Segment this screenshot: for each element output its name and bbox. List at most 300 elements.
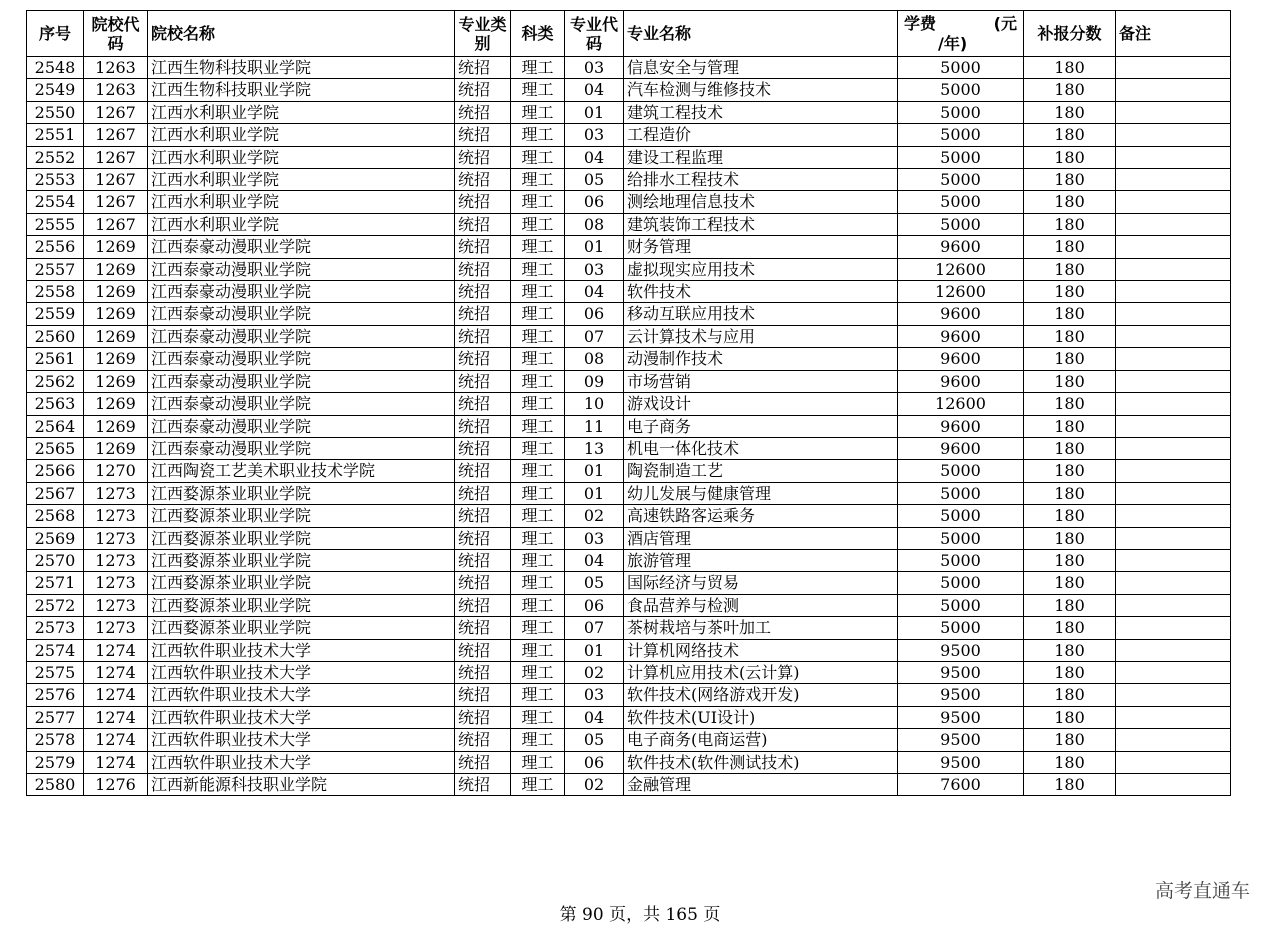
cell-major-code: 04	[565, 281, 624, 303]
cell-subject: 理工	[511, 549, 565, 571]
table-row	[27, 482, 1231, 504]
cell-fee: 5000	[898, 549, 1024, 571]
header-school-name: 院校名称	[148, 11, 455, 57]
table-row	[27, 706, 1231, 728]
cell-school-name: 江西婺源茶业职业学院	[148, 549, 455, 571]
cell-supplementary-score: 180	[1024, 169, 1116, 191]
cell-school-name: 江西陶瓷工艺美术职业技术学院	[148, 460, 455, 482]
cell-fee: 9500	[898, 706, 1024, 728]
cell-remarks	[1116, 57, 1231, 79]
cell-fee: 9500	[898, 639, 1024, 661]
cell-fee: 9600	[898, 325, 1024, 347]
cell-major-type: 统招	[455, 751, 511, 773]
cell-remarks	[1116, 437, 1231, 459]
cell-remarks	[1116, 146, 1231, 168]
header-fee-unit-open: (元	[993, 14, 1017, 33]
table-row	[27, 437, 1231, 459]
cell-major-type: 统招	[455, 572, 511, 594]
cell-school-name: 江西软件职业技术大学	[148, 729, 455, 751]
cell-supplementary-score: 180	[1024, 661, 1116, 683]
cell-subject: 理工	[511, 101, 565, 123]
cell-fee: 12600	[898, 281, 1024, 303]
cell-school-name: 江西婺源茶业职业学院	[148, 617, 455, 639]
header-major-name: 专业名称	[624, 11, 898, 57]
cell-major-type: 统招	[455, 661, 511, 683]
cell-major-code: 01	[565, 101, 624, 123]
cell-remarks	[1116, 281, 1231, 303]
cell-major-name: 云计算技术与应用	[624, 325, 898, 347]
header-school-code: 院校代码	[84, 11, 148, 57]
cell-school-code: 1274	[84, 751, 148, 773]
cell-school-name: 江西软件职业技术大学	[148, 751, 455, 773]
cell-major-code: 07	[565, 617, 624, 639]
cell-school-code: 1274	[84, 729, 148, 751]
cell-seq: 2558	[27, 281, 84, 303]
table-row	[27, 101, 1231, 123]
cell-remarks	[1116, 370, 1231, 392]
page-number: 第 90 页，共 165 页	[559, 905, 721, 925]
cell-major-code: 02	[565, 505, 624, 527]
cell-school-name: 江西泰豪动漫职业学院	[148, 325, 455, 347]
cell-fee: 9500	[898, 684, 1024, 706]
cell-subject: 理工	[511, 146, 565, 168]
cell-fee: 5000	[898, 79, 1024, 101]
cell-fee: 5000	[898, 527, 1024, 549]
cell-major-type: 统招	[455, 281, 511, 303]
cell-major-type: 统招	[455, 191, 511, 213]
cell-supplementary-score: 180	[1024, 236, 1116, 258]
cell-remarks	[1116, 684, 1231, 706]
cell-subject: 理工	[511, 57, 565, 79]
cell-major-type: 统招	[455, 415, 511, 437]
cell-subject: 理工	[511, 572, 565, 594]
cell-supplementary-score: 180	[1024, 572, 1116, 594]
table-row	[27, 617, 1231, 639]
cell-remarks	[1116, 236, 1231, 258]
cell-seq: 2549	[27, 79, 84, 101]
cell-school-code: 1273	[84, 572, 148, 594]
cell-supplementary-score: 180	[1024, 57, 1116, 79]
cell-remarks	[1116, 505, 1231, 527]
cell-major-code: 09	[565, 370, 624, 392]
cell-remarks	[1116, 527, 1231, 549]
cell-major-code: 08	[565, 213, 624, 235]
cell-subject: 理工	[511, 460, 565, 482]
cell-major-name: 金融管理	[624, 774, 898, 796]
cell-fee: 5000	[898, 213, 1024, 235]
cell-remarks	[1116, 639, 1231, 661]
cell-subject: 理工	[511, 348, 565, 370]
cell-subject: 理工	[511, 482, 565, 504]
cell-school-code: 1269	[84, 393, 148, 415]
cell-subject: 理工	[511, 79, 565, 101]
cell-seq: 2548	[27, 57, 84, 79]
cell-fee: 5000	[898, 101, 1024, 123]
table-row	[27, 191, 1231, 213]
cell-seq: 2565	[27, 437, 84, 459]
cell-supplementary-score: 180	[1024, 348, 1116, 370]
cell-major-type: 统招	[455, 639, 511, 661]
cell-supplementary-score: 180	[1024, 729, 1116, 751]
header-fee	[898, 11, 1024, 57]
cell-school-name: 江西泰豪动漫职业学院	[148, 236, 455, 258]
cell-subject: 理工	[511, 236, 565, 258]
cell-major-code: 06	[565, 191, 624, 213]
cell-school-code: 1269	[84, 236, 148, 258]
cell-supplementary-score: 180	[1024, 124, 1116, 146]
cell-major-name: 软件技术(软件测试技术)	[624, 751, 898, 773]
cell-major-type: 统招	[455, 482, 511, 504]
cell-major-name: 建设工程监理	[624, 146, 898, 168]
cell-fee: 12600	[898, 258, 1024, 280]
cell-school-code: 1274	[84, 684, 148, 706]
cell-fee: 5000	[898, 594, 1024, 616]
cell-seq: 2562	[27, 370, 84, 392]
cell-fee: 9500	[898, 661, 1024, 683]
table-row	[27, 281, 1231, 303]
cell-subject: 理工	[511, 213, 565, 235]
cell-seq: 2559	[27, 303, 84, 325]
cell-major-type: 统招	[455, 617, 511, 639]
admissions-table	[26, 10, 1231, 796]
cell-supplementary-score: 180	[1024, 370, 1116, 392]
header-major-code: 专业代码	[565, 11, 624, 57]
cell-fee: 5000	[898, 191, 1024, 213]
cell-major-name: 电子商务	[624, 415, 898, 437]
cell-major-name: 幼儿发展与健康管理	[624, 482, 898, 504]
cell-major-type: 统招	[455, 774, 511, 796]
cell-supplementary-score: 180	[1024, 594, 1116, 616]
cell-major-code: 06	[565, 751, 624, 773]
cell-school-code: 1269	[84, 303, 148, 325]
cell-supplementary-score: 180	[1024, 393, 1116, 415]
cell-major-code: 13	[565, 437, 624, 459]
cell-school-name: 江西生物科技职业学院	[148, 57, 455, 79]
cell-major-code: 03	[565, 684, 624, 706]
cell-seq: 2574	[27, 639, 84, 661]
cell-remarks	[1116, 415, 1231, 437]
cell-subject: 理工	[511, 191, 565, 213]
cell-seq: 2552	[27, 146, 84, 168]
cell-seq: 2554	[27, 191, 84, 213]
cell-major-type: 统招	[455, 684, 511, 706]
cell-fee: 9600	[898, 348, 1024, 370]
cell-subject: 理工	[511, 325, 565, 347]
cell-major-type: 统招	[455, 706, 511, 728]
table-row	[27, 774, 1231, 796]
cell-major-type: 统招	[455, 325, 511, 347]
cell-supplementary-score: 180	[1024, 325, 1116, 347]
cell-major-name: 旅游管理	[624, 549, 898, 571]
cell-major-code: 05	[565, 729, 624, 751]
cell-fee: 9600	[898, 303, 1024, 325]
cell-subject: 理工	[511, 258, 565, 280]
cell-remarks	[1116, 774, 1231, 796]
cell-major-name: 食品营养与检测	[624, 594, 898, 616]
cell-major-type: 统招	[455, 729, 511, 751]
header-major-type: 专业类别	[455, 11, 511, 57]
cell-seq: 2577	[27, 706, 84, 728]
cell-major-code: 04	[565, 706, 624, 728]
cell-major-code: 01	[565, 482, 624, 504]
cell-school-code: 1269	[84, 437, 148, 459]
cell-major-type: 统招	[455, 101, 511, 123]
cell-school-code: 1269	[84, 415, 148, 437]
cell-school-code: 1274	[84, 706, 148, 728]
cell-school-name: 江西泰豪动漫职业学院	[148, 437, 455, 459]
cell-school-name: 江西婺源茶业职业学院	[148, 572, 455, 594]
cell-major-name: 计算机应用技术(云计算)	[624, 661, 898, 683]
cell-seq: 2561	[27, 348, 84, 370]
cell-supplementary-score: 180	[1024, 639, 1116, 661]
watermark: 高考直通车	[1154, 880, 1250, 902]
cell-subject: 理工	[511, 527, 565, 549]
header-subject: 科类	[511, 11, 565, 57]
table-row	[27, 79, 1231, 101]
cell-major-type: 统招	[455, 213, 511, 235]
cell-seq: 2569	[27, 527, 84, 549]
cell-school-name: 江西软件职业技术大学	[148, 661, 455, 683]
cell-subject: 理工	[511, 751, 565, 773]
cell-major-code: 04	[565, 549, 624, 571]
cell-subject: 理工	[511, 706, 565, 728]
cell-school-code: 1263	[84, 79, 148, 101]
cell-school-name: 江西水利职业学院	[148, 169, 455, 191]
cell-school-name: 江西泰豪动漫职业学院	[148, 281, 455, 303]
cell-school-code: 1273	[84, 505, 148, 527]
cell-major-type: 统招	[455, 258, 511, 280]
cell-school-name: 江西水利职业学院	[148, 213, 455, 235]
cell-major-type: 统招	[455, 437, 511, 459]
cell-fee: 9500	[898, 729, 1024, 751]
header-remarks: 备注	[1116, 11, 1231, 57]
cell-seq: 2579	[27, 751, 84, 773]
cell-supplementary-score: 180	[1024, 415, 1116, 437]
cell-major-name: 计算机网络技术	[624, 639, 898, 661]
cell-supplementary-score: 180	[1024, 213, 1116, 235]
cell-school-code: 1267	[84, 146, 148, 168]
cell-fee: 12600	[898, 393, 1024, 415]
cell-major-name: 酒店管理	[624, 527, 898, 549]
cell-seq: 2555	[27, 213, 84, 235]
cell-school-name: 江西水利职业学院	[148, 146, 455, 168]
cell-major-name: 移动互联应用技术	[624, 303, 898, 325]
cell-supplementary-score: 180	[1024, 549, 1116, 571]
cell-seq: 2567	[27, 482, 84, 504]
cell-school-code: 1273	[84, 594, 148, 616]
cell-major-code: 02	[565, 661, 624, 683]
cell-school-name: 江西泰豪动漫职业学院	[148, 393, 455, 415]
cell-major-name: 电子商务(电商运营)	[624, 729, 898, 751]
cell-school-code: 1269	[84, 258, 148, 280]
cell-major-name: 国际经济与贸易	[624, 572, 898, 594]
cell-remarks	[1116, 751, 1231, 773]
cell-major-type: 统招	[455, 393, 511, 415]
cell-major-type: 统招	[455, 303, 511, 325]
table-row	[27, 639, 1231, 661]
table-row	[27, 393, 1231, 415]
cell-supplementary-score: 180	[1024, 460, 1116, 482]
cell-fee: 5000	[898, 460, 1024, 482]
header-supplementary-score: 补报分数	[1024, 11, 1116, 57]
cell-school-code: 1267	[84, 213, 148, 235]
cell-fee: 5000	[898, 146, 1024, 168]
cell-subject: 理工	[511, 437, 565, 459]
cell-fee: 9600	[898, 415, 1024, 437]
cell-major-type: 统招	[455, 527, 511, 549]
cell-remarks	[1116, 191, 1231, 213]
cell-subject: 理工	[511, 661, 565, 683]
cell-school-code: 1263	[84, 57, 148, 79]
cell-major-name: 工程造价	[624, 124, 898, 146]
cell-fee: 9600	[898, 236, 1024, 258]
cell-subject: 理工	[511, 729, 565, 751]
cell-major-type: 统招	[455, 594, 511, 616]
cell-seq: 2568	[27, 505, 84, 527]
cell-school-code: 1274	[84, 639, 148, 661]
cell-school-name: 江西泰豪动漫职业学院	[148, 348, 455, 370]
cell-school-name: 江西泰豪动漫职业学院	[148, 303, 455, 325]
cell-remarks	[1116, 594, 1231, 616]
cell-fee: 9600	[898, 370, 1024, 392]
cell-major-code: 05	[565, 169, 624, 191]
cell-remarks	[1116, 617, 1231, 639]
cell-school-code: 1267	[84, 101, 148, 123]
cell-supplementary-score: 180	[1024, 482, 1116, 504]
cell-school-name: 江西生物科技职业学院	[148, 79, 455, 101]
cell-fee: 5000	[898, 505, 1024, 527]
cell-school-code: 1270	[84, 460, 148, 482]
cell-school-name: 江西新能源科技职业学院	[148, 774, 455, 796]
cell-school-code: 1267	[84, 169, 148, 191]
cell-supplementary-score: 180	[1024, 101, 1116, 123]
cell-supplementary-score: 180	[1024, 258, 1116, 280]
cell-seq: 2575	[27, 661, 84, 683]
cell-major-type: 统招	[455, 146, 511, 168]
cell-major-name: 财务管理	[624, 236, 898, 258]
cell-remarks	[1116, 124, 1231, 146]
cell-seq: 2553	[27, 169, 84, 191]
cell-major-name: 高速铁路客运乘务	[624, 505, 898, 527]
cell-major-name: 游戏设计	[624, 393, 898, 415]
cell-school-code: 1274	[84, 661, 148, 683]
cell-major-name: 汽车检测与维修技术	[624, 79, 898, 101]
table-row	[27, 572, 1231, 594]
cell-supplementary-score: 180	[1024, 281, 1116, 303]
table-row	[27, 303, 1231, 325]
cell-major-code: 06	[565, 303, 624, 325]
cell-seq: 2576	[27, 684, 84, 706]
cell-school-name: 江西婺源茶业职业学院	[148, 482, 455, 504]
cell-seq: 2572	[27, 594, 84, 616]
cell-subject: 理工	[511, 774, 565, 796]
header-fee-label: 学费	[904, 14, 937, 33]
cell-major-type: 统招	[455, 169, 511, 191]
cell-major-code: 01	[565, 236, 624, 258]
cell-supplementary-score: 180	[1024, 437, 1116, 459]
cell-major-name: 软件技术(UI设计)	[624, 706, 898, 728]
cell-fee: 5000	[898, 572, 1024, 594]
cell-major-type: 统招	[455, 124, 511, 146]
table-row	[27, 57, 1231, 79]
table-row	[27, 146, 1231, 168]
cell-school-code: 1276	[84, 774, 148, 796]
cell-school-name: 江西水利职业学院	[148, 124, 455, 146]
cell-major-code: 03	[565, 57, 624, 79]
cell-supplementary-score: 180	[1024, 684, 1116, 706]
table-row	[27, 258, 1231, 280]
cell-major-code: 08	[565, 348, 624, 370]
cell-school-name: 江西婺源茶业职业学院	[148, 527, 455, 549]
cell-subject: 理工	[511, 281, 565, 303]
cell-seq: 2560	[27, 325, 84, 347]
table-row	[27, 549, 1231, 571]
cell-seq: 2578	[27, 729, 84, 751]
cell-seq: 2566	[27, 460, 84, 482]
cell-supplementary-score: 180	[1024, 191, 1116, 213]
cell-school-code: 1267	[84, 191, 148, 213]
cell-major-name: 动漫制作技术	[624, 348, 898, 370]
table-row	[27, 460, 1231, 482]
cell-remarks	[1116, 325, 1231, 347]
cell-school-name: 江西软件职业技术大学	[148, 684, 455, 706]
cell-seq: 2564	[27, 415, 84, 437]
cell-major-code: 04	[565, 79, 624, 101]
table-body	[27, 57, 1231, 796]
cell-subject: 理工	[511, 370, 565, 392]
cell-subject: 理工	[511, 415, 565, 437]
cell-remarks	[1116, 169, 1231, 191]
cell-school-name: 江西婺源茶业职业学院	[148, 594, 455, 616]
cell-supplementary-score: 180	[1024, 774, 1116, 796]
cell-major-code: 04	[565, 146, 624, 168]
cell-school-name: 江西水利职业学院	[148, 191, 455, 213]
table-row	[27, 236, 1231, 258]
cell-remarks	[1116, 706, 1231, 728]
cell-major-code: 11	[565, 415, 624, 437]
cell-major-type: 统招	[455, 549, 511, 571]
cell-seq: 2580	[27, 774, 84, 796]
cell-remarks	[1116, 101, 1231, 123]
cell-supplementary-score: 180	[1024, 527, 1116, 549]
cell-fee: 5000	[898, 617, 1024, 639]
cell-supplementary-score: 180	[1024, 303, 1116, 325]
cell-remarks	[1116, 460, 1231, 482]
cell-fee: 5000	[898, 57, 1024, 79]
cell-subject: 理工	[511, 617, 565, 639]
cell-major-code: 03	[565, 124, 624, 146]
cell-school-code: 1273	[84, 482, 148, 504]
cell-school-code: 1269	[84, 348, 148, 370]
cell-major-type: 统招	[455, 370, 511, 392]
cell-major-code: 05	[565, 572, 624, 594]
cell-school-code: 1269	[84, 370, 148, 392]
cell-remarks	[1116, 303, 1231, 325]
cell-subject: 理工	[511, 639, 565, 661]
table-row	[27, 684, 1231, 706]
cell-remarks	[1116, 729, 1231, 751]
table-row	[27, 505, 1231, 527]
header-fee-unit-close: /年)	[938, 34, 968, 53]
cell-major-name: 陶瓷制造工艺	[624, 460, 898, 482]
cell-school-code: 1269	[84, 325, 148, 347]
cell-remarks	[1116, 572, 1231, 594]
cell-remarks	[1116, 79, 1231, 101]
cell-major-code: 03	[565, 258, 624, 280]
cell-major-code: 02	[565, 774, 624, 796]
cell-major-code: 06	[565, 594, 624, 616]
table-row	[27, 594, 1231, 616]
